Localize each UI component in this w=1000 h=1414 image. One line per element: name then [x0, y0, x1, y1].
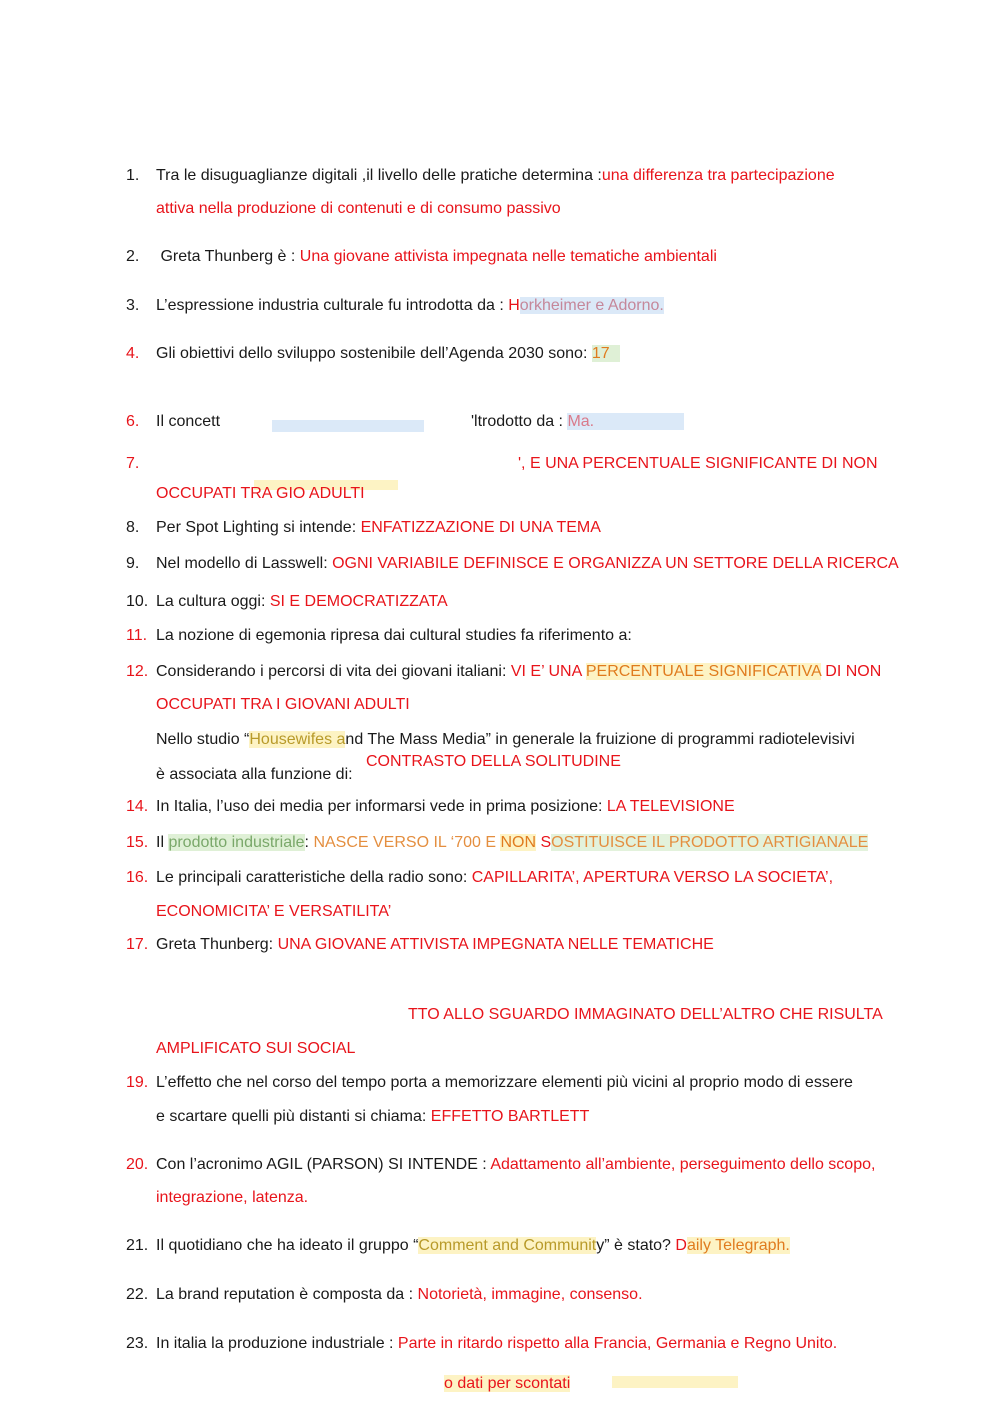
question-text: Nel modello di Lasswell: — [156, 555, 333, 572]
item-number: 4. — [126, 345, 140, 362]
answer-text: Parte in ritardo rispetto alla Francia, Germania e Regno Unito. — [397, 1335, 838, 1352]
answer-text-continued: integrazione, latenza. — [156, 1189, 309, 1206]
item-number: 10. — [126, 593, 149, 610]
answer-text: una differenza tra partecipazione — [601, 167, 835, 184]
item-16-continued-clipped — [156, 902, 556, 918]
item-number: 16. — [126, 869, 149, 886]
answer-text: EFFETTO BARTLETT — [430, 1108, 590, 1125]
question-text: Il concett — [156, 413, 221, 430]
answer-text-continued: OCCUPATI TRA GIO ADULTI — [156, 485, 365, 502]
answer-text: NASCE VERSO IL ‘700 E — [313, 834, 501, 851]
item-6-clipped — [126, 413, 926, 432]
answer-highlighted: NON — [500, 834, 537, 851]
item-20 — [126, 1155, 926, 1175]
item-number: 11. — [126, 627, 148, 644]
item-number: 14. — [126, 798, 149, 815]
answer-initial: D — [675, 1237, 687, 1254]
answer-text: Ma. — [567, 413, 684, 430]
item-number: 19. — [126, 1074, 149, 1091]
item-21 — [126, 1236, 926, 1256]
question-text: L’espressione industria culturale fu introdotta da : — [156, 297, 509, 314]
question-text: Con l’acronimo AGIL (PARSON) SI INTENDE : — [156, 1156, 491, 1173]
item-2 — [126, 247, 926, 267]
answer-text: LA TELEVISIONE — [606, 798, 735, 815]
answer-text: OGNI VARIABILE DEFINISCE E ORGANIZZA UN SETTORE DELLA RICERCA — [332, 555, 899, 572]
item-7-continued-clipped — [156, 480, 416, 500]
answer-text-continued: ECONOMICITA’ E VERSATILITA’ — [156, 903, 392, 920]
item-4 — [126, 344, 926, 364]
item-10-clipped — [126, 593, 926, 610]
item-number: 12. — [126, 663, 149, 680]
question-text: Greta Thunberg: — [156, 936, 278, 953]
question-text: L’effetto che nel corso del tempo porta a memorizzare elementi più vicini al proprio modo di essere — [156, 1074, 853, 1091]
question-text: La nozione di egemonia ripresa dai cultural studies fa riferimento a: — [156, 627, 632, 644]
question-text-continued: e scartare quelli più distanti si chiama: — [156, 1108, 431, 1125]
answer-initial: H — [508, 297, 520, 314]
item-18-clipped — [408, 1006, 888, 1023]
item-number: 20. — [126, 1156, 149, 1173]
item-1 — [126, 166, 926, 186]
question-text-continued: è associata alla funzione di: — [156, 766, 353, 783]
answer-text: o dati per scontati — [444, 1375, 571, 1392]
answer-text: Notorietà, immagine, consenso. — [417, 1286, 643, 1303]
item-16 — [126, 868, 926, 888]
item-15 — [126, 833, 926, 853]
question-text: In Italia, l’uso dei media per informarsi vede in prima posizione: — [156, 798, 607, 815]
answer-text-continued: OCCUPATI TRA I GIOVANI ADULTI — [156, 696, 410, 713]
item-12 — [126, 662, 926, 682]
question-highlighted: prodotto industriale — [168, 834, 305, 851]
highlight-bar — [272, 420, 424, 432]
highlight-bar — [612, 1376, 738, 1388]
item-23 — [126, 1334, 926, 1354]
question-text: Tra le disuguaglianze digitali ,il livello delle pratiche determina : — [156, 167, 602, 184]
answer-text: orkheimer e Adorno. — [519, 297, 664, 314]
item-19-continued — [156, 1107, 589, 1127]
question-text: In italia la produzione industriale : — [156, 1335, 398, 1352]
answer-text: UNA GIOVANE ATTIVISTA IMPEGNATA NELLE TEMATICHE — [277, 936, 714, 953]
item-13-clipped — [156, 731, 916, 750]
answer-text: VI E’ UNA — [510, 663, 586, 680]
answer-text: Una giovane attivista impegnata nelle tematiche ambientali — [299, 248, 717, 265]
question-text: La brand reputation è composta da : — [156, 1286, 418, 1303]
question-text-end: y” è stato? — [596, 1237, 676, 1254]
question-text: Le principali caratteristiche della radio sono: — [156, 869, 472, 886]
question-text-end: 'ltrodotto da : — [471, 413, 568, 430]
item-13-line2-clipped — [156, 753, 916, 784]
question-text: Per Spot Lighting si intende: — [156, 519, 361, 536]
item-number: 9. — [126, 555, 140, 572]
question-text: La cultura oggi: — [156, 593, 270, 610]
question-highlighted: Housewifes a — [249, 731, 346, 748]
answer-text-end: DI NON — [820, 663, 882, 680]
answer-text: CAPILLARITA’, APERTURA VERSO LA SOCIETA’, — [471, 869, 834, 886]
question-text-end: nd The Mass Media” in generale la fruizione di programmi radiotelevisivi — [345, 731, 855, 748]
item-22 — [126, 1285, 926, 1305]
item-number: 23. — [126, 1335, 149, 1352]
item-number: 2. — [126, 248, 140, 265]
question-text: Considerando i percorsi di vita dei giovani italiani: — [156, 663, 511, 680]
item-number: 22. — [126, 1286, 149, 1303]
item-11-clipped — [126, 627, 926, 645]
answer-text: ENFATIZZAZIONE DI UNA TEMA — [360, 519, 601, 536]
answer-text: Adattamento all’ambiente, perseguimento dello scopo, — [490, 1156, 876, 1173]
item-number: 15. — [126, 834, 149, 851]
question-text: Il quotidiano che ha ideato il gruppo “ — [156, 1237, 419, 1254]
answer-text-continued: AMPLIFICATO SUI SOCIAL — [156, 1040, 356, 1057]
answer-text: SI E DEMOCRATIZZATA — [269, 593, 448, 610]
answer-text-continued: attiva nella produzione di contenuti e di consumo passivo — [156, 200, 561, 217]
answer-text: 17 — [592, 345, 620, 362]
item-8 — [126, 518, 926, 538]
answer-text: TTO ALLO SGUARDO IMMAGINATO DELL’ALTRO CHE RISULTA — [408, 1006, 883, 1023]
question-text: Greta Thunberg è : — [156, 248, 300, 265]
item-14 — [126, 797, 926, 817]
item-17-clipped — [126, 937, 716, 951]
answer-text-end: OSTITUISCE IL PRODOTTO ARTIGIANALE — [551, 834, 869, 851]
item-3 — [126, 296, 926, 316]
item-number: 6. — [126, 413, 140, 430]
item-number: 7. — [126, 455, 140, 472]
answer-text: ', E UNA PERCENTUALE SIGNIFICANTE DI NON — [518, 455, 878, 472]
bottom-fragment — [444, 1374, 570, 1394]
answer-highlighted: PERCENTUALE SIGNIFICATIVA — [585, 663, 821, 680]
question-text: Gli obiettivi dello sviluppo sostenibile dell’Agenda 2030 sono: — [156, 345, 592, 362]
item-number: 1. — [126, 167, 140, 184]
item-number: 21. — [126, 1237, 149, 1254]
item-number: 8. — [126, 519, 140, 536]
answer-text: CONTRASTO DELLA SOLITUDINE — [366, 753, 621, 770]
question-text: Nello studio “ — [156, 731, 250, 748]
answer-text: aily Telegraph. — [686, 1237, 790, 1254]
item-7-clipped — [126, 456, 926, 470]
answer-letter: S — [536, 834, 552, 851]
item-number: 3. — [126, 297, 140, 314]
question-text: Il — [156, 834, 169, 851]
question-highlighted: Comment and Communit — [418, 1237, 597, 1254]
item-19 — [126, 1073, 926, 1093]
item-number: 17. — [126, 936, 149, 953]
colon: : — [304, 834, 314, 851]
item-9 — [126, 554, 926, 574]
